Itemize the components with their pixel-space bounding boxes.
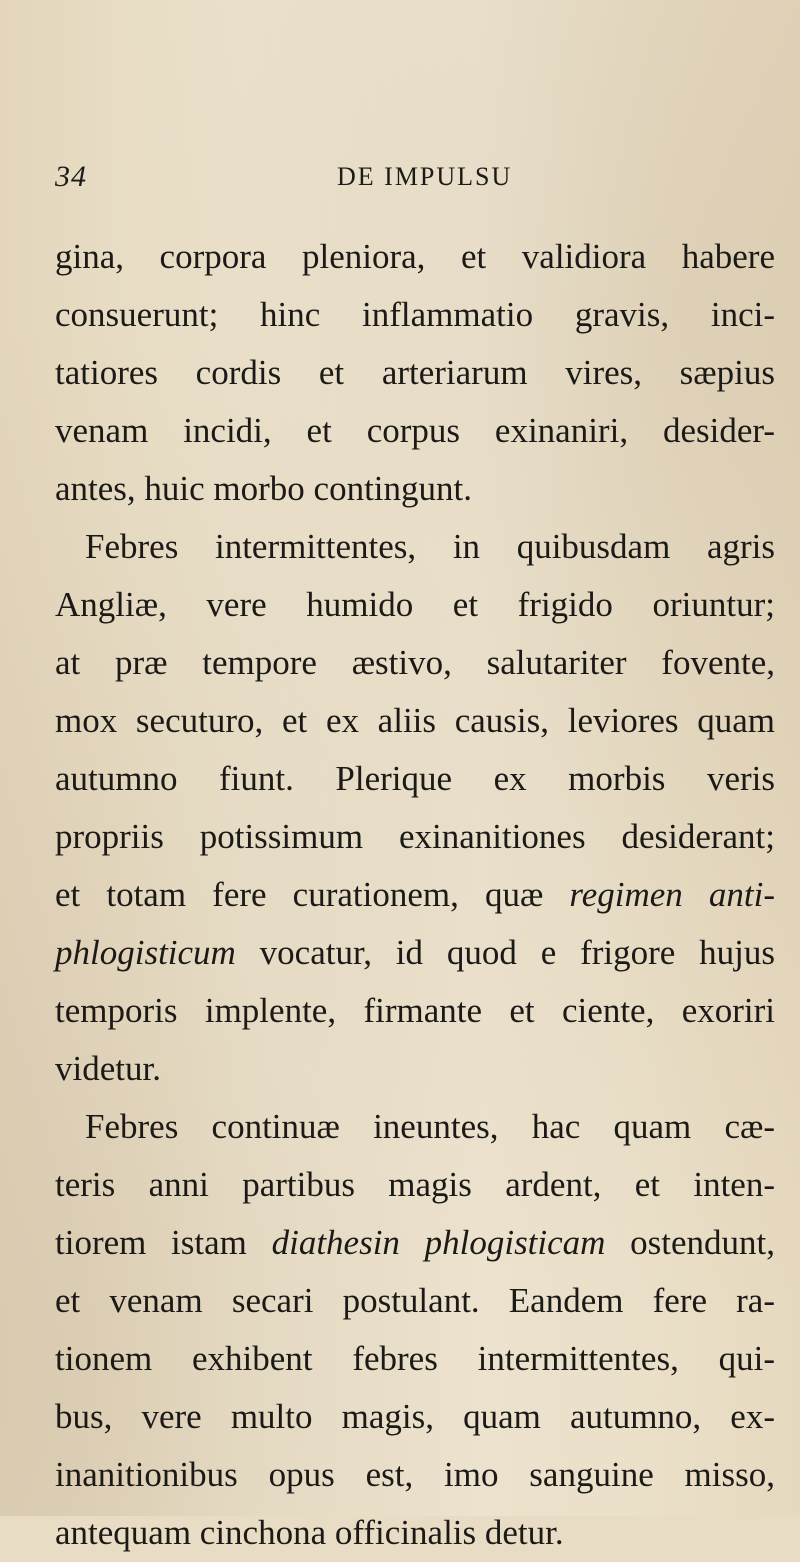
text-segment: et venam secari postulant. Eandem fere ra- xyxy=(55,1281,775,1320)
text-segment: et totam fere curationem, quæ xyxy=(55,875,570,914)
text-segment: Febres intermittentes, in quibusdam agris xyxy=(85,527,775,566)
text-segment: ostendunt, xyxy=(605,1223,776,1262)
text-line xyxy=(55,924,775,982)
text-line xyxy=(55,866,775,924)
text-segment: Angliæ, vere humido et frigido oriuntur; xyxy=(55,585,775,624)
text-segment: tionem exhibent febres intermittentes, qui- xyxy=(55,1339,775,1378)
text-line xyxy=(55,286,775,344)
text-line xyxy=(55,1330,775,1388)
text-segment: antes, huic morbo contingunt. xyxy=(55,469,473,508)
italic-text: regimen anti- xyxy=(569,875,776,914)
text-line xyxy=(55,518,775,576)
text-segment: tatiores cordis et arteriarum vires, sæpius xyxy=(55,353,775,392)
text-segment: bus, vere multo magis, quam autumno, ex- xyxy=(55,1397,775,1436)
text-line xyxy=(55,982,775,1040)
text-line xyxy=(55,750,775,808)
text-line xyxy=(55,692,775,750)
text-line xyxy=(55,402,775,460)
running-head xyxy=(55,160,755,200)
text-line xyxy=(55,228,775,286)
text-line xyxy=(55,1272,775,1330)
body-text xyxy=(55,228,775,1562)
text-line xyxy=(55,1040,775,1098)
text-segment: Febres continuæ ineuntes, hac quam cæ- xyxy=(85,1107,775,1146)
text-segment: tiorem istam xyxy=(55,1223,272,1262)
text-segment: autumno fiunt. Plerique ex morbis veris xyxy=(55,759,775,798)
text-line xyxy=(55,460,775,518)
text-segment: teris anni partibus magis ardent, et inten- xyxy=(55,1165,775,1204)
text-line xyxy=(55,1098,775,1156)
text-line xyxy=(55,634,775,692)
text-line xyxy=(55,344,775,402)
text-segment: inanitionibus opus est, imo sanguine misso, xyxy=(55,1455,775,1494)
text-segment: antequam cinchona officinalis detur. xyxy=(55,1513,564,1552)
running-title: DE IMPULSU xyxy=(337,162,513,191)
text-segment: vocatur, id quod e frigore hujus xyxy=(235,933,775,972)
text-segment: temporis implente, firmante et ciente, exoriri xyxy=(55,991,775,1030)
text-segment: at præ tempore æstivo, salutariter fovente, xyxy=(55,643,775,682)
text-line xyxy=(55,808,775,866)
text-line xyxy=(55,1388,775,1446)
text-segment: propriis potissimum exinanitiones desiderant; xyxy=(55,817,775,856)
text-segment: videtur. xyxy=(55,1049,161,1088)
text-segment: gina, corpora pleniora, et validiora habere xyxy=(55,237,775,276)
text-line xyxy=(55,1214,775,1272)
text-line xyxy=(55,1156,775,1214)
text-segment: consuerunt; hinc inflammatio gravis, inci- xyxy=(55,295,775,334)
text-segment: venam incidi, et corpus exinaniri, desider- xyxy=(55,411,775,450)
text-segment: mox secuturo, et ex aliis causis, leviores quam xyxy=(55,701,775,740)
text-line xyxy=(55,576,775,634)
italic-text: phlogisticum xyxy=(55,933,236,972)
italic-text: diathesin phlogisticam xyxy=(271,1223,606,1262)
text-line xyxy=(55,1504,775,1562)
text-line xyxy=(55,1446,775,1504)
page-number: 34 xyxy=(55,160,87,193)
